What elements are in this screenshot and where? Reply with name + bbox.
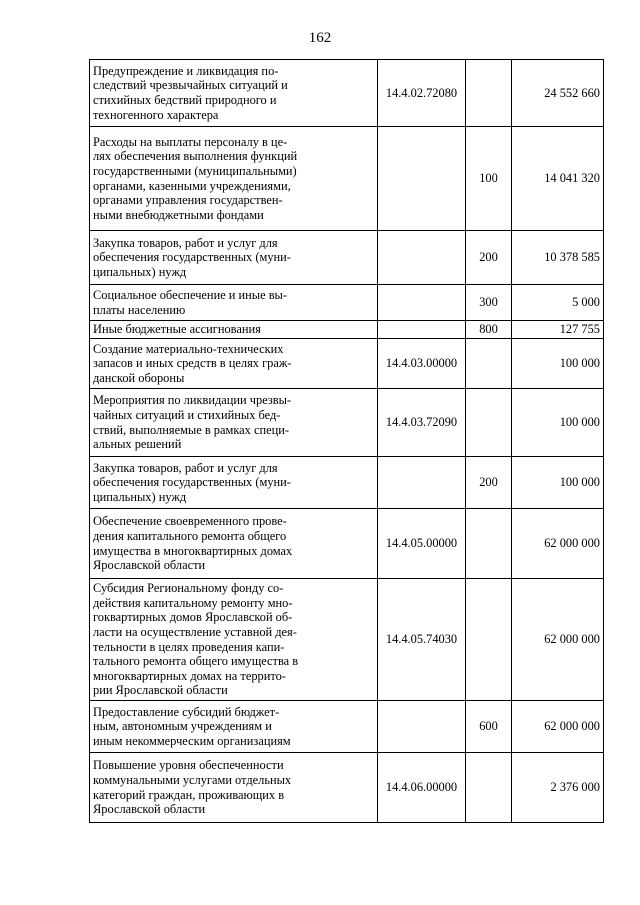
expense-name-cell <box>90 579 378 701</box>
expense-name-line: имущества в многоквартирных домах <box>93 543 293 558</box>
expense-name-line: Закупка товаров, работ и услуг для <box>93 235 278 250</box>
expense-name-cell <box>90 753 378 823</box>
expense-name-line: Социальное обеспечение и иные вы- <box>93 287 288 302</box>
expense-name-cell <box>90 509 378 579</box>
target-article-code-cell: 14.4.03.00000 <box>378 339 466 389</box>
expense-name-line: рии Ярославской области <box>93 683 228 698</box>
amount-cell: 10 378 585 <box>512 231 604 285</box>
amount-cell: 14 041 320 <box>512 127 604 231</box>
target-article-code-cell <box>378 285 466 321</box>
expense-type-cell: 300 <box>466 285 512 321</box>
expense-name-line: Ярославской области <box>93 802 206 817</box>
expense-name-line: обеспечения государственных (муни- <box>93 250 291 265</box>
target-article-code-cell <box>378 701 466 753</box>
expense-name-line: ным, автономным учреждениям и <box>93 719 272 734</box>
target-article-code-cell <box>378 321 466 339</box>
expense-name-cell <box>90 701 378 753</box>
expense-name-line: Иные бюджетные ассигнования <box>93 322 261 337</box>
expense-name-cell <box>90 321 378 339</box>
expense-type-cell <box>466 339 512 389</box>
expense-name-cell <box>90 457 378 509</box>
expense-name-line: следствий чрезвычайных ситуаций и <box>93 78 288 93</box>
target-article-code-cell: 14.4.02.72080 <box>378 60 466 127</box>
expense-name-cell <box>90 231 378 285</box>
page-number: 162 <box>308 30 332 46</box>
expense-type-cell: 100 <box>466 127 512 231</box>
expense-name-line: запасов и иных средств в целях граж- <box>93 356 292 371</box>
expense-name-line: иным некоммерческим организациям <box>93 733 291 748</box>
target-article-code-cell: 14.4.05.00000 <box>378 509 466 579</box>
table-row <box>90 127 604 231</box>
expense-type-cell <box>466 509 512 579</box>
expense-name-line: Ярославской области <box>93 558 206 573</box>
expense-type-cell <box>466 60 512 127</box>
table-row <box>90 509 604 579</box>
target-article-code-cell: 14.4.05.74030 <box>378 579 466 701</box>
expense-name-line: тельности в целях проведения капи- <box>93 639 285 654</box>
table-row <box>90 389 604 457</box>
amount-cell: 100 000 <box>512 339 604 389</box>
expense-name-line: ципальных) нужд <box>93 264 187 279</box>
expense-name-line: органами, казенными учреждениями, <box>93 178 291 193</box>
expense-name-cell <box>90 127 378 231</box>
expense-name-line: Предупреждение и ликвидация по- <box>93 63 279 78</box>
table-row <box>90 285 604 321</box>
amount-cell: 24 552 660 <box>512 60 604 127</box>
amount-cell: 2 376 000 <box>512 753 604 823</box>
expense-name-line: лях обеспечения выполнения функций <box>93 149 298 164</box>
expense-type-cell: 600 <box>466 701 512 753</box>
expense-name-line: альных решений <box>93 437 182 452</box>
amount-cell: 62 000 000 <box>512 701 604 753</box>
expense-name-line: тального ремонта общего имущества в <box>93 654 299 669</box>
target-article-code-cell: 14.4.06.00000 <box>378 753 466 823</box>
expense-name-line: Субсидия Региональному фонду со- <box>93 581 284 596</box>
target-article-code-cell <box>378 457 466 509</box>
budget-table <box>89 59 604 823</box>
target-article-code-cell <box>378 231 466 285</box>
expense-name-line: действия капитальному ремонту мно- <box>93 595 293 610</box>
amount-cell: 127 755 <box>512 321 604 339</box>
amount-cell: 62 000 000 <box>512 509 604 579</box>
expense-name-line: платы населению <box>93 302 186 317</box>
expense-name-line: государственными (муниципальными) <box>93 163 297 178</box>
table-row <box>90 231 604 285</box>
expense-name-line: дения капитального ремонта общего <box>93 528 287 543</box>
expense-name-line: гоквартирных домов Ярославской об- <box>93 610 293 625</box>
expense-name-line: категорий граждан, проживающих в <box>93 787 285 802</box>
expense-name-line: многоквартирных домах на террито- <box>93 668 286 683</box>
expense-name-line: Создание материально-технических <box>93 341 284 356</box>
expense-name-cell <box>90 60 378 127</box>
expense-type-cell <box>466 579 512 701</box>
amount-cell: 100 000 <box>512 389 604 457</box>
expense-type-cell: 800 <box>466 321 512 339</box>
table-row <box>90 701 604 753</box>
table-row <box>90 579 604 701</box>
table-row <box>90 753 604 823</box>
table-row <box>90 339 604 389</box>
amount-cell: 62 000 000 <box>512 579 604 701</box>
expense-name-line: обеспечения государственных (муни- <box>93 475 291 490</box>
expense-name-cell <box>90 389 378 457</box>
expense-name-line: техногенного характера <box>93 107 219 122</box>
expense-type-cell <box>466 389 512 457</box>
expense-name-line: Расходы на выплаты персоналу в це- <box>93 134 288 149</box>
expense-name-line: ными внебюджетными фондами <box>93 207 264 222</box>
expense-name-line: ципальных) нужд <box>93 489 187 504</box>
target-article-code-cell <box>378 127 466 231</box>
expense-name-line: органами управления государствен- <box>93 193 283 208</box>
amount-cell: 5 000 <box>512 285 604 321</box>
target-article-code-cell: 14.4.03.72090 <box>378 389 466 457</box>
expense-type-cell: 200 <box>466 457 512 509</box>
expense-name-line: Предоставление субсидий бюджет- <box>93 704 280 719</box>
expense-name-line: Обеспечение своевременного прове- <box>93 514 287 529</box>
expense-name-line: чайных ситуаций и стихийных бед- <box>93 407 281 422</box>
expense-type-cell: 200 <box>466 231 512 285</box>
expense-name-line: стихийных бедствий природного и <box>93 93 277 107</box>
amount-cell: 100 000 <box>512 457 604 509</box>
expense-name-line: ласти на осуществление уставной дея- <box>93 624 297 639</box>
expense-name-line: Повышение уровня обеспеченности <box>93 758 284 773</box>
expense-name-line: Мероприятия по ликвидации чрезвы- <box>93 393 292 408</box>
expense-name-line: Закупка товаров, работ и услуг для <box>93 460 278 475</box>
expense-name-cell <box>90 285 378 321</box>
expense-name-line: коммунальными услугами отдельных <box>93 772 292 787</box>
budget-table-body <box>90 60 604 823</box>
expense-name-cell <box>90 339 378 389</box>
expense-type-cell <box>466 753 512 823</box>
expense-name-line: ствий, выполняемые в рамках специ- <box>93 422 289 437</box>
table-row <box>90 321 604 339</box>
expense-name-line: данской обороны <box>93 370 185 385</box>
table-row <box>90 60 604 127</box>
table-row <box>90 457 604 509</box>
